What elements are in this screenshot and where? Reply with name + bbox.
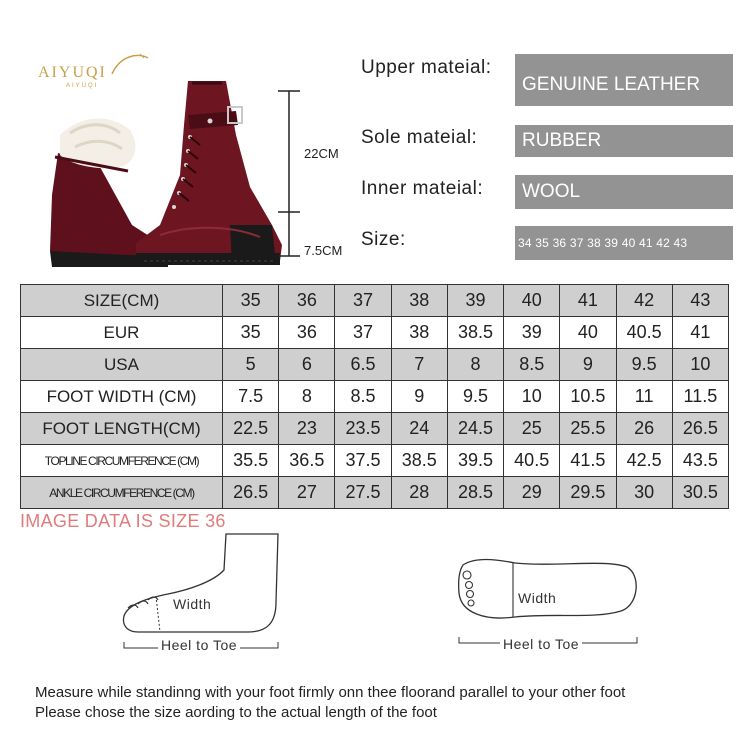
table-cell: 36.5: [279, 445, 335, 477]
table-cell: 29: [504, 477, 560, 509]
table-cell: 36: [279, 285, 335, 317]
table-cell: 41.5: [560, 445, 616, 477]
table-cell: 38: [391, 285, 447, 317]
table-cell: 29.5: [560, 477, 616, 509]
table-cell: 23.5: [335, 413, 391, 445]
boot-height-label: 22CM: [304, 146, 339, 161]
table-cell: 26.5: [672, 413, 728, 445]
table-cell: 9.5: [447, 381, 503, 413]
image-data-note: IMAGE DATA IS SIZE 36: [20, 511, 226, 531]
table-cell: 11: [616, 381, 672, 413]
row-header-usa: USA: [21, 349, 223, 381]
table-cell: 43.5: [672, 445, 728, 477]
row-header-foot-width: FOOT WIDTH (CM): [21, 381, 223, 413]
row-header-ankle: ANKLE CIRCUMFERENCE (CM): [21, 477, 223, 509]
table-cell: 39: [504, 317, 560, 349]
table-cell: 9: [560, 349, 616, 381]
size-chart-table: [20, 284, 729, 509]
row-header-size: SIZE(CM): [21, 285, 223, 317]
table-row: [21, 381, 729, 413]
table-cell: 40: [504, 285, 560, 317]
table-cell: 25.5: [560, 413, 616, 445]
heel-height-label: 7.5CM: [304, 243, 343, 258]
inner-material-value: WOOL: [515, 175, 733, 209]
table-cell: 24: [391, 413, 447, 445]
table-cell: 7: [391, 349, 447, 381]
logo-brand-name: AIYUQI: [38, 64, 107, 81]
instruction-line-2: Please chose the size aording to the actual length of the foot: [35, 704, 437, 721]
row-header-foot-length: FOOT LENGTH(CM): [21, 413, 223, 445]
table-cell: 10.5: [560, 381, 616, 413]
table-cell: 39.5: [447, 445, 503, 477]
table-row: [21, 349, 729, 381]
table-cell: 30: [616, 477, 672, 509]
row-header-eur: EUR: [21, 317, 223, 349]
table-cell: 9.5: [616, 349, 672, 381]
size-label: Size:: [361, 229, 406, 250]
table-cell: 22.5: [223, 413, 279, 445]
table-cell: 9: [391, 381, 447, 413]
table-cell: 26.5: [223, 477, 279, 509]
table-cell: 27: [279, 477, 335, 509]
table-row: [21, 445, 729, 477]
height-dimension-bracket: [278, 88, 358, 268]
side-width-label: Width: [173, 596, 212, 612]
logo-swoosh-icon: [110, 52, 150, 76]
table-cell: 38: [391, 317, 447, 349]
right-boot-icon: [136, 81, 282, 265]
table-cell: 5: [223, 349, 279, 381]
table-row: [21, 477, 729, 509]
upper-material-value: GENUINE LEATHER: [515, 54, 733, 106]
inner-material-label: Inner mateial:: [361, 178, 484, 199]
table-cell: 23: [279, 413, 335, 445]
table-cell: 38.5: [391, 445, 447, 477]
side-length-label: Heel to Toe: [158, 637, 240, 653]
table-cell: 37.5: [335, 445, 391, 477]
table-cell: 28.5: [447, 477, 503, 509]
table-cell: 40.5: [504, 445, 560, 477]
table-cell: 24.5: [447, 413, 503, 445]
table-cell: 35: [223, 285, 279, 317]
table-cell: 36: [279, 317, 335, 349]
table-cell: 26: [616, 413, 672, 445]
table-cell: 43: [672, 285, 728, 317]
boot-product-image: [40, 75, 300, 275]
table-cell: 10: [504, 381, 560, 413]
table-cell: 6: [279, 349, 335, 381]
size-range-value: 34 35 36 37 38 39 40 41 42 43: [515, 226, 733, 260]
table-cell: 28: [391, 477, 447, 509]
table-cell: 25: [504, 413, 560, 445]
logo-sub-text: AIYUQI: [66, 83, 99, 89]
table-cell: 7.5: [223, 381, 279, 413]
table-cell: 10: [672, 349, 728, 381]
table-cell: 39: [447, 285, 503, 317]
upper-material-label: Upper mateial:: [361, 57, 492, 78]
table-cell: 40: [560, 317, 616, 349]
sole-length-label: Heel to Toe: [500, 636, 582, 652]
sole-material-label: Sole mateial:: [361, 127, 478, 148]
table-cell: 40.5: [616, 317, 672, 349]
table-cell: 38.5: [447, 317, 503, 349]
table-cell: 11.5: [672, 381, 728, 413]
instruction-line-1: Measure while standinng with your foot firmly onn thee floorand parallel to your other foot: [35, 684, 626, 701]
table-cell: 37: [335, 317, 391, 349]
table-cell: 35.5: [223, 445, 279, 477]
table-cell: 8.5: [504, 349, 560, 381]
table-cell: 8: [279, 381, 335, 413]
row-header-topline: TOPLINE CIRCUMFERENCE (CM): [21, 445, 223, 477]
sole-width-label: Width: [518, 590, 557, 606]
table-cell: 41: [672, 317, 728, 349]
table-cell: 42: [616, 285, 672, 317]
table-cell: 8.5: [335, 381, 391, 413]
table-cell: 30.5: [672, 477, 728, 509]
table-cell: 42.5: [616, 445, 672, 477]
sole-material-value: RUBBER: [515, 125, 733, 157]
table-row: [21, 285, 729, 317]
table-cell: 27.5: [335, 477, 391, 509]
table-cell: 35: [223, 317, 279, 349]
table-row: [21, 413, 729, 445]
table-cell: 37: [335, 285, 391, 317]
table-cell: 8: [447, 349, 503, 381]
table-cell: 41: [560, 285, 616, 317]
table-cell: 6.5: [335, 349, 391, 381]
table-row: [21, 317, 729, 349]
